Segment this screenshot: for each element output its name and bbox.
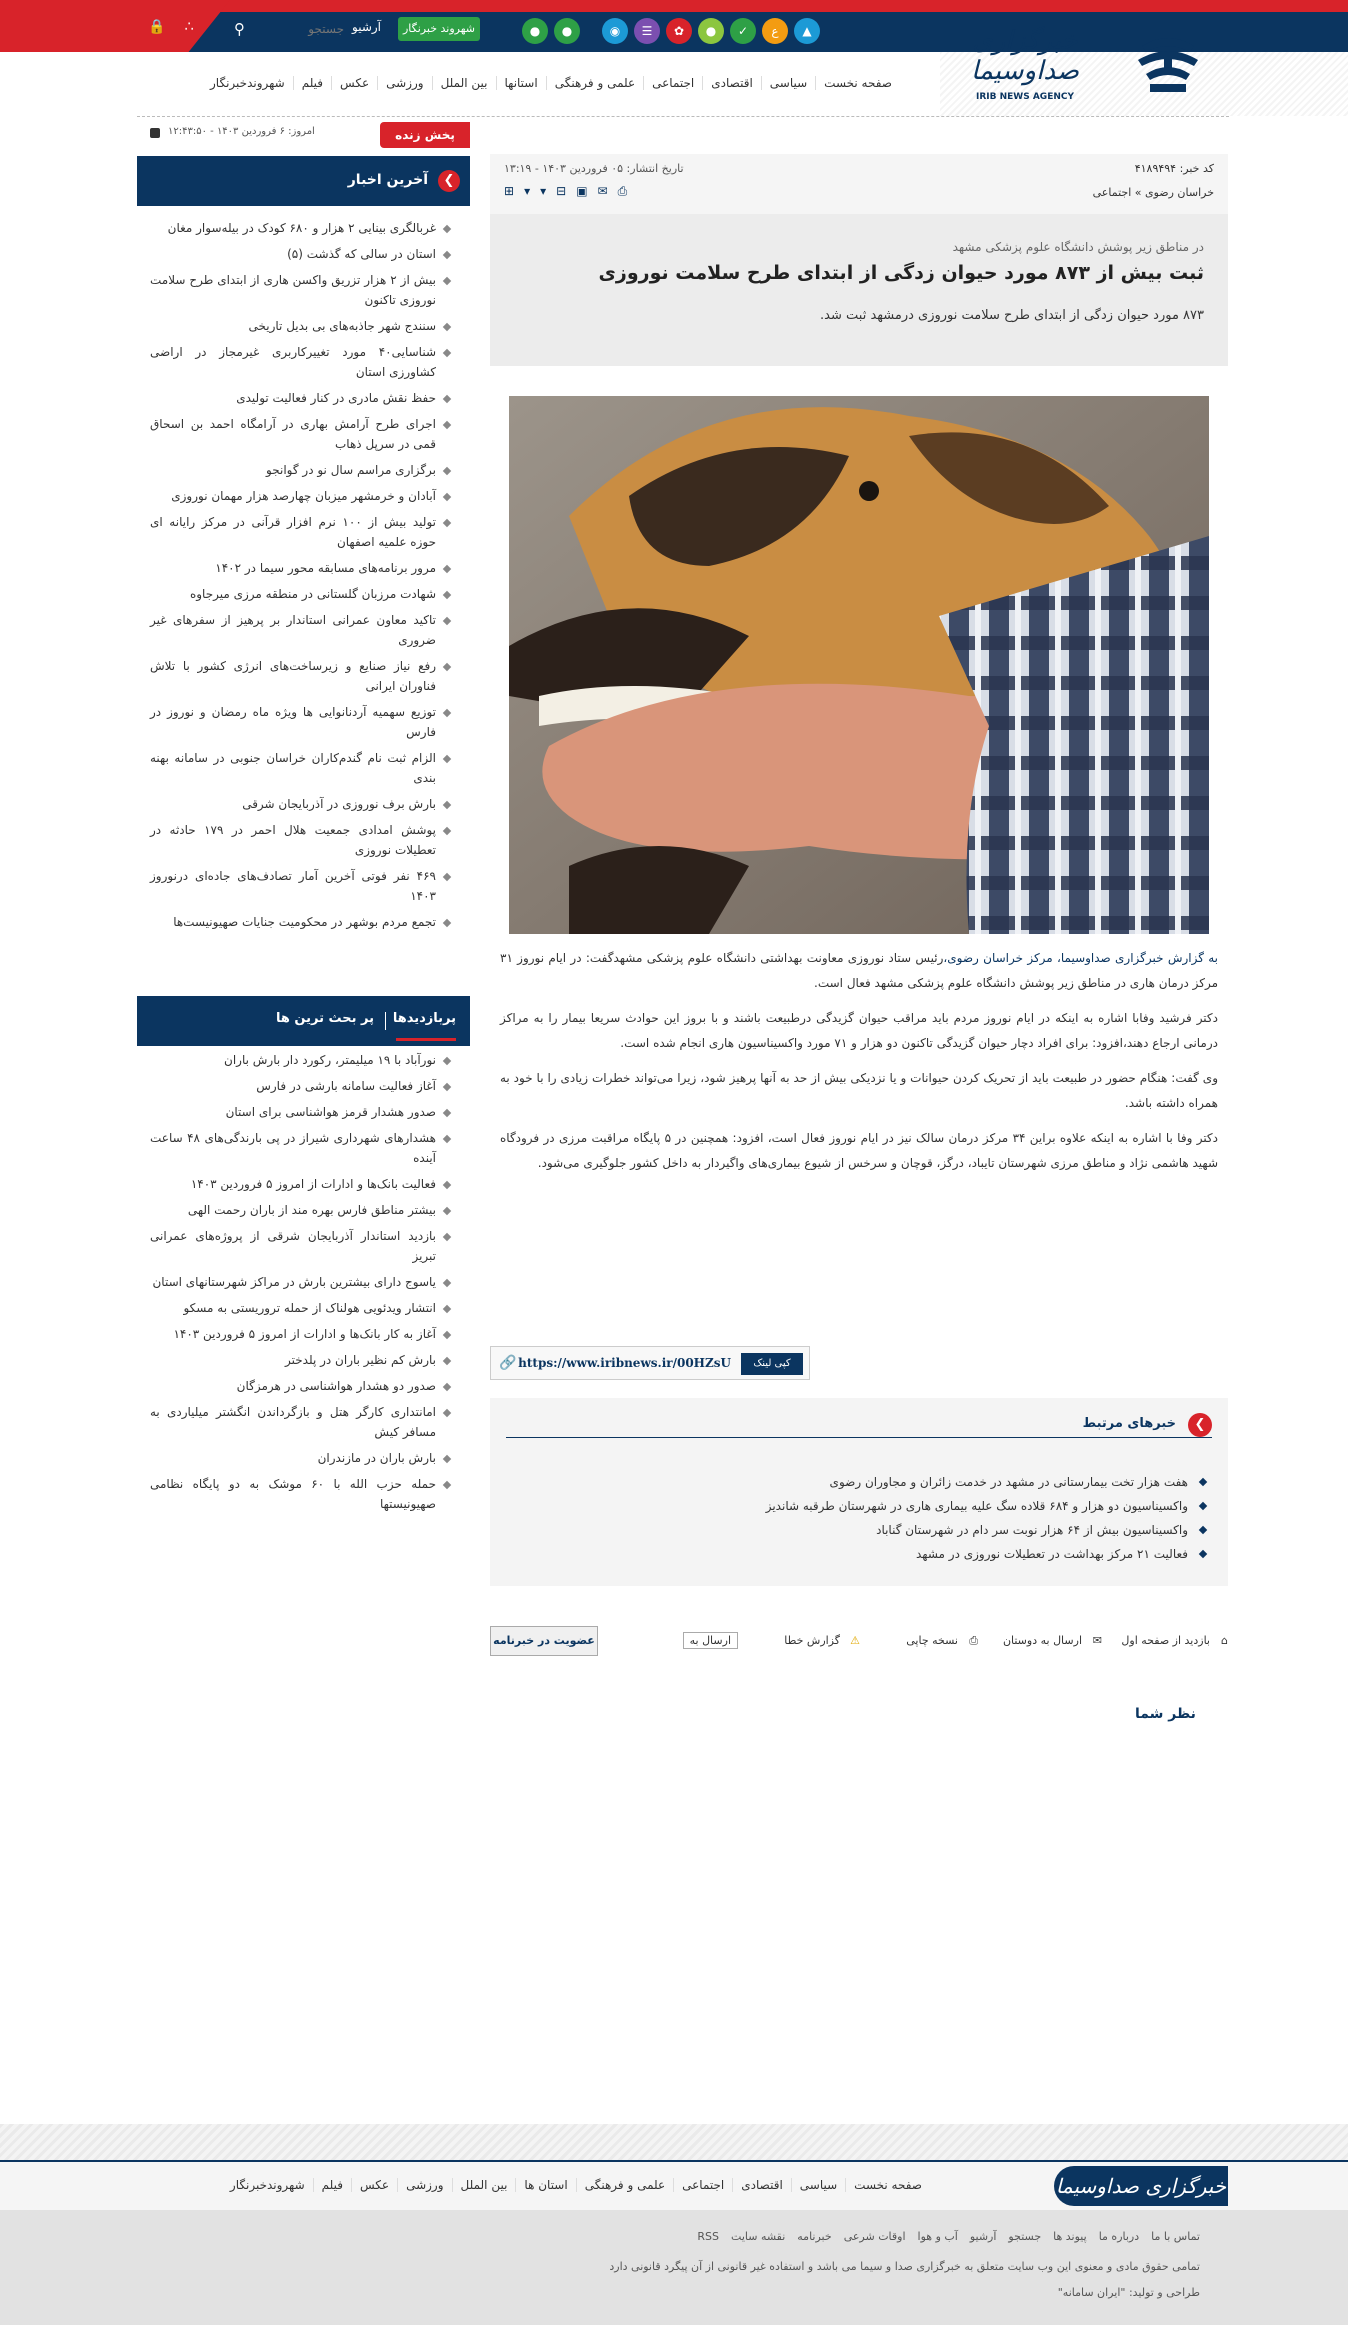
list-item[interactable]: فعالیت بانک‌ها و ادارات از امروز ۵ فروردین ۱۴۰۳ (150, 1174, 450, 1194)
footer-link[interactable]: RSS (697, 2230, 720, 2243)
print-icon[interactable]: ⎙ (617, 184, 628, 198)
list-item[interactable]: هشدارهای شهرداری شیراز در پی بارندگی‌های ۴۸ ساعت آینده (150, 1128, 450, 1168)
rss-icon[interactable]: ∴ (184, 19, 194, 35)
active-tab-indicator (396, 1038, 456, 1041)
footer-nav (0, 2160, 1348, 2210)
footer-link[interactable]: نقشه سایت (731, 2230, 786, 2243)
article-body (500, 946, 1218, 1186)
list-item[interactable]: انتشار ویدئویی هولناک از حمله تروریستی به مسکو (150, 1298, 450, 1318)
envelope-icon[interactable]: ✉ (1092, 1634, 1102, 1647)
list-item[interactable]: برگزاری مراسم سال نو در گوانجو (150, 460, 450, 480)
visit-homepage-link[interactable]: بازدید از صفحه اول (1121, 1634, 1210, 1647)
list-item[interactable]: غربالگری بینایی ۲ هزار و ۶۸۰ کودک در بیله‌سوار مغان (150, 218, 450, 238)
list-item[interactable]: حمله حزب الله با ۶۰ موشک به دو پایگاه نظامی صهیونیستها (150, 1474, 450, 1514)
article-head (490, 214, 1228, 366)
list-item[interactable]: الزام ثبت نام گندم‌کاران خراسان جنوبی در سامانه بهنه بندی (150, 748, 450, 788)
save-icon[interactable]: ▣ (576, 184, 588, 198)
article-actions (490, 1626, 1228, 1660)
footer-nav-provinces[interactable]: استان ها (515, 2178, 575, 2192)
list-item[interactable]: ۴۶۹ نفر فوتی آخرین آمار تصادف‌های جاده‌ای درنوروز ۱۴۰۳ (150, 866, 450, 906)
footer-nav-social[interactable]: اجتماعی (673, 2178, 732, 2192)
nav-international[interactable]: بین الملل (432, 76, 496, 90)
footer-nav-citizen[interactable]: شهروندخبرنگار (229, 2178, 305, 2192)
short-link-box (490, 1346, 810, 1380)
footer-bottom (0, 2210, 1348, 2325)
logo-subtitle: IRIB NEWS AGENCY (976, 92, 1074, 102)
list-item[interactable]: آغاز به کار بانک‌ها و ادارات از امروز ۵ فروردین ۱۴۰۳ (150, 1324, 450, 1344)
list-item[interactable]: تجمع مردم بوشهر در محکومیت جنایات صهیونیست‌ها (150, 912, 450, 932)
app-icon-1[interactable]: ◉ (602, 18, 628, 44)
list-item[interactable]: شهادت مرزبان گلستانی در منطقه مرزی میرجاوه (150, 584, 450, 604)
popular-tabs (137, 996, 470, 1046)
home-icon[interactable]: ⌂ (1221, 1634, 1228, 1647)
clock-icon (150, 128, 160, 138)
footer-nav-science[interactable]: علمی و فرهنگی (576, 2178, 673, 2192)
footer-link[interactable]: آب و هوا (917, 2230, 958, 2243)
email-icon[interactable]: ✉ (597, 184, 608, 198)
paragraph-2: دکتر فرشید وفابا اشاره به اینکه در ایام نوروز مردم باید مراقب حیوان گزیدگی درطبیعت باشند و با بروز این حوادث سریعا بیمار را به مراکز درمانی ارجاع دهند،افزود: برای افراد دچار حیوان گزیدگی تاکنون دو هزار و ۷۱ مورد واکسیناسیون هاری انجام شده است. (500, 1011, 1218, 1050)
footer-link[interactable]: پیوند ها (1053, 2230, 1087, 2243)
list-item[interactable]: بیشتر مناطق فارس بهره مند از باران رحمت الهی (150, 1200, 450, 1220)
archive-link[interactable]: آرشیو (352, 20, 382, 34)
font-normal-icon[interactable]: ▾ (524, 184, 531, 198)
link-icon: 🔗 (499, 1355, 517, 1371)
app-icon-3[interactable]: ✿ (666, 18, 692, 44)
article-meta (490, 154, 1228, 214)
related-news (490, 1398, 1228, 1586)
list-item[interactable]: صدور دو هشدار هواشناسی در هرمزگان (150, 1376, 450, 1396)
article-supertitle: در مناطق زیر پوشش دانشگاه علوم پزشکی مشهد (952, 240, 1204, 254)
font-increase-icon[interactable]: ⊞ (504, 184, 515, 198)
footer-link[interactable]: خبرنامه (797, 2230, 832, 2243)
nav-provinces[interactable]: استانها (496, 76, 546, 90)
footer-nav-video[interactable]: فیلم (313, 2178, 351, 2192)
publish-date: تاریخ انتشار: ۰۵ فروردین ۱۴۰۳ - ۱۳:۱۹ (504, 162, 684, 175)
copyright-text: تمامی حقوق مادی و معنوی این وب سایت متعلق به خبرگزاری صدا و سیما می باشد و استفاده غیر قانونی از آن پیگرد قانونی دارد (609, 2260, 1200, 2273)
article-lead: ۸۷۳ مورد حیوان زدگی از ابتدای طرح سلامت نوروزی درمشهد ثبت شد. (820, 308, 1204, 323)
list-item[interactable]: بارش کم نظیر باران در پلدختر (150, 1350, 450, 1370)
list-item[interactable]: اجرای طرح آرامش بهاری در آرامگاه احمد بن اسحاق قمی در سرپل ذهاب (150, 414, 450, 454)
app-icon-2[interactable]: ☰ (634, 18, 660, 44)
irib-emblem-icon[interactable] (1136, 26, 1200, 98)
app-icons (522, 18, 820, 44)
nav-citizen-reporter[interactable]: شهروندخبرنگار (210, 76, 285, 90)
list-item[interactable]: سنندج شهر جاذبه‌های بی بدیل تاریخی (150, 316, 450, 336)
footer-link[interactable]: درباره ما (1098, 2230, 1140, 2243)
comments-title: نظر شما (1135, 1706, 1196, 1722)
list-item[interactable]: بارش باران در مازندران (150, 1448, 450, 1468)
tab-most-discussed[interactable]: پر بحث ترین ها (275, 1011, 374, 1026)
list-item[interactable]: بازدید استاندار آذربایجان شرقی از پروژه‌های عمرانی تبریز (150, 1226, 450, 1266)
list-item[interactable]: هفت هزار تخت بیمارستانی در مشهد در خدمت زائران و مجاوران رضوی (766, 1470, 1208, 1494)
source-link[interactable]: به گزارش خبرگزاری صداوسیما، مرکز خراسان رضوی، (943, 951, 1218, 965)
paragraph-4: دکتر وفا با اشاره به اینکه علاوه براین ۳۴ مرکز درمان سالک نیز در ایام نوروز فعال است، افزود: همچنین در ۵ پایگاه مراقبت مرزی در فرودگاه شهید هاشمی نژاد و مناطق مرزی شهرستان تایباد، درگز، قوچان و سرخس از شیوع بیماری‌های واگیردار به داخل کشور جلوگیری می‌شود. (500, 1131, 1218, 1170)
footer-link[interactable]: تماس با ما (1151, 2230, 1200, 2243)
nav-home[interactable]: صفحه نخست (815, 76, 900, 90)
footer-links (697, 2230, 1200, 2243)
footer-nav-economy[interactable]: اقتصادی (732, 2178, 791, 2192)
list-item[interactable]: یاسوج دارای بیشترین بارش در مراکز شهرستانهای استان (150, 1272, 450, 1292)
printer-icon[interactable]: ⎙ (969, 1634, 978, 1647)
list-item[interactable]: فعالیت ۲۱ مرکز بهداشت در تعطیلات نوروزی در مشهد (766, 1542, 1208, 1566)
latest-news-header (137, 156, 470, 206)
list-item[interactable]: تاکید معاون عمرانی استاندار بر پرهیز از سفرهای غیر ضروری (150, 610, 450, 650)
share-button[interactable]: ارسال به (683, 1632, 738, 1649)
paragraph-1-text: رئیس ستاد نوروزی معاونت بهداشتی دانشگاه علوم پزشکی مشهدگفت: در ایام نوروز ۳۱ مرکز درمان هاری در مناطق زیر پوشش دانشگاه علوم پزشکی مشهد فعال است. (500, 951, 1218, 990)
newsletter-subscribe-button[interactable]: عضویت در خبرنامه (490, 1626, 598, 1656)
live-button[interactable]: پخش زنده (380, 122, 470, 148)
nav-photo[interactable]: عکس (331, 76, 377, 90)
app-icon-5[interactable]: ✓ (730, 18, 756, 44)
copy-link-button[interactable]: کپی لینک (741, 1353, 803, 1375)
nav-social[interactable]: اجتماعی (643, 76, 702, 90)
lock-icon[interactable]: 🔒 (148, 19, 166, 35)
list-item[interactable]: آغاز فعالیت سامانه بارشی در فارس (150, 1076, 450, 1096)
list-item[interactable]: بیش از ۲ هزار تزریق واکسن هاری از ابتدای طرح سلامت نوروزی تاکنون (150, 270, 450, 310)
list-item[interactable]: پوشش امدادی جمعیت هلال احمر در ۱۷۹ حادثه در تعطیلات نوروزی (150, 820, 450, 860)
popular-news-list (150, 1050, 450, 1520)
paragraph-3: وی گفت: هنگام حضور در طبیعت باید از تحریک کردن حیوانات و یا نزدیکی بیش از حد به آنها پرهیز شود، زیرا می‌تواند خطرات زیادی را با خود به همراه داشته باشد. (500, 1071, 1218, 1110)
warning-icon[interactable]: ⚠ (850, 1634, 860, 1647)
app-separator (586, 18, 596, 44)
list-item[interactable]: امانتداری کارگر هتل و بازگرداندن انگشتر میلیاردی به مسافر کیش (150, 1402, 450, 1442)
top-icons (148, 18, 198, 36)
article-title: ثبت بیش از ۸۷۳ مورد حیوان زدگی از ابتدای طرح سلامت نوروزی (598, 262, 1204, 284)
footer-link[interactable]: جستجو (1008, 2230, 1042, 2243)
main-nav (210, 76, 900, 90)
nav-sports[interactable]: ورزشی (377, 76, 431, 90)
header-divider (137, 116, 1229, 117)
list-item[interactable]: استان در سالی که گذشت (۵) (150, 244, 450, 264)
nav-video[interactable]: فیلم (293, 76, 331, 90)
list-item[interactable]: نورآباد با ۱۹ میلیمتر، رکورد دار بارش باران (150, 1050, 450, 1070)
app-icon-4[interactable]: ● (698, 18, 724, 44)
footer-logo[interactable]: خبرگزاری صداوسیما (1054, 2166, 1228, 2206)
list-item[interactable]: بارش برف نوروزی در آذربایجان شرقی (150, 794, 450, 814)
footer-nav-politics[interactable]: سیاسی (791, 2178, 845, 2192)
footer-link[interactable]: اوقات شرعی (843, 2230, 906, 2243)
tab-most-viewed[interactable]: پربازدیدها (392, 1011, 456, 1026)
list-item[interactable]: توزیع سهمیه آردنانوایی ها ویژه ماه رمضان و نوروز در فارس (150, 702, 450, 742)
related-news-title: خبرهای مرتبط (1082, 1416, 1176, 1431)
chevron-left-icon[interactable]: ❮ (438, 170, 460, 192)
paragraph-1 (500, 946, 1218, 996)
list-item[interactable]: تولید بیش از ۱۰۰ نرم افزار قرآنی در مرکز رایانه ای حوزه علمیه اصفهان (150, 512, 450, 552)
today-date: امروز: ۶ فروردین ۱۴۰۳ - ۱۲:۴۳:۵۰ (168, 126, 315, 137)
print-version-link[interactable]: نسخه چاپی (906, 1634, 958, 1647)
footer-nav-sports[interactable]: ورزشی (397, 2178, 451, 2192)
report-error-link[interactable]: گزارش خطا (784, 1634, 840, 1647)
search-icon[interactable]: ⚲ (234, 20, 245, 38)
latest-news-list (150, 218, 450, 938)
nav-economy[interactable]: اقتصادی (702, 76, 761, 90)
android-icon[interactable]: ● (522, 18, 548, 44)
chevron-down-icon[interactable]: ▾ (540, 184, 547, 198)
chevron-left-icon: ❮ (1188, 1413, 1212, 1437)
footer-stripe (0, 2124, 1348, 2160)
latest-news-title: آخرین اخبار (347, 172, 428, 188)
font-decrease-icon[interactable]: ⊟ (556, 184, 567, 198)
tab-separator (385, 1012, 386, 1030)
design-credit: طراحی و تولید: "ایران سامانه" (1057, 2286, 1200, 2299)
citizen-reporter-button[interactable]: شهروند خبرنگار (398, 17, 480, 41)
news-code: کد خبر: ۴۱۸۹۴۹۴ (1134, 162, 1214, 175)
article-photo (509, 396, 1209, 934)
apple-icon[interactable]: ● (554, 18, 580, 44)
footer-nav-home[interactable]: صفحه نخست (845, 2178, 930, 2192)
related-news-list (766, 1470, 1208, 1566)
nav-science-culture[interactable]: علمی و فرهنگی (546, 76, 643, 90)
article-tools (504, 184, 627, 199)
list-item[interactable]: حفظ نقش مادری در کنار فعالیت تولیدی (150, 388, 450, 408)
related-news-header (506, 1408, 1212, 1438)
footer-nav-international[interactable]: بین الملل (452, 2178, 516, 2192)
list-item[interactable]: واکسیناسیون بیش از ۶۴ هزار نوبت سر دام در شهرستان گناباد (766, 1518, 1208, 1542)
short-link-url[interactable]: https://www.iribnews.ir/00HZsU (518, 1356, 731, 1370)
search-input[interactable] (260, 18, 348, 40)
app-icon-6[interactable]: ع (762, 18, 788, 44)
logo-wordmark[interactable]: خبرگزاری صداوسیما (970, 26, 1080, 86)
footer-nav-links (229, 2178, 930, 2192)
send-to-friends-link[interactable]: ارسال به دوستان (1002, 1634, 1082, 1647)
app-icon-7[interactable]: ▲ (794, 18, 820, 44)
list-item[interactable]: آبادان و خرمشهر میزبان چهارصد هزار مهمان نوروزی (150, 486, 450, 506)
footer-nav-photo[interactable]: عکس (351, 2178, 397, 2192)
list-item[interactable]: صدور هشدار قرمز هواشناسی برای استان (150, 1102, 450, 1122)
breadcrumb[interactable]: خراسان رضوی » اجتماعی (1092, 186, 1214, 199)
nav-politics[interactable]: سیاسی (761, 76, 815, 90)
list-item[interactable]: واکسیناسیون دو هزار و ۶۸۴ قلاده سگ علیه بیماری هاری در شهرستان طرقبه شاندیز (766, 1494, 1208, 1518)
footer-link[interactable]: آرشیو (969, 2230, 997, 2243)
list-item[interactable]: شناسایی۴۰ مورد تغییرکاربری غیرمجاز در اراضی کشاورزی استان (150, 342, 450, 382)
list-item[interactable]: رفع نیاز صنایع و زیرساخت‌های انرژی کشور با تلاش فناوران ایرانی (150, 656, 450, 696)
list-item[interactable]: مرور برنامه‌های مسابقه محور سیما در ۱۴۰۲ (150, 558, 450, 578)
